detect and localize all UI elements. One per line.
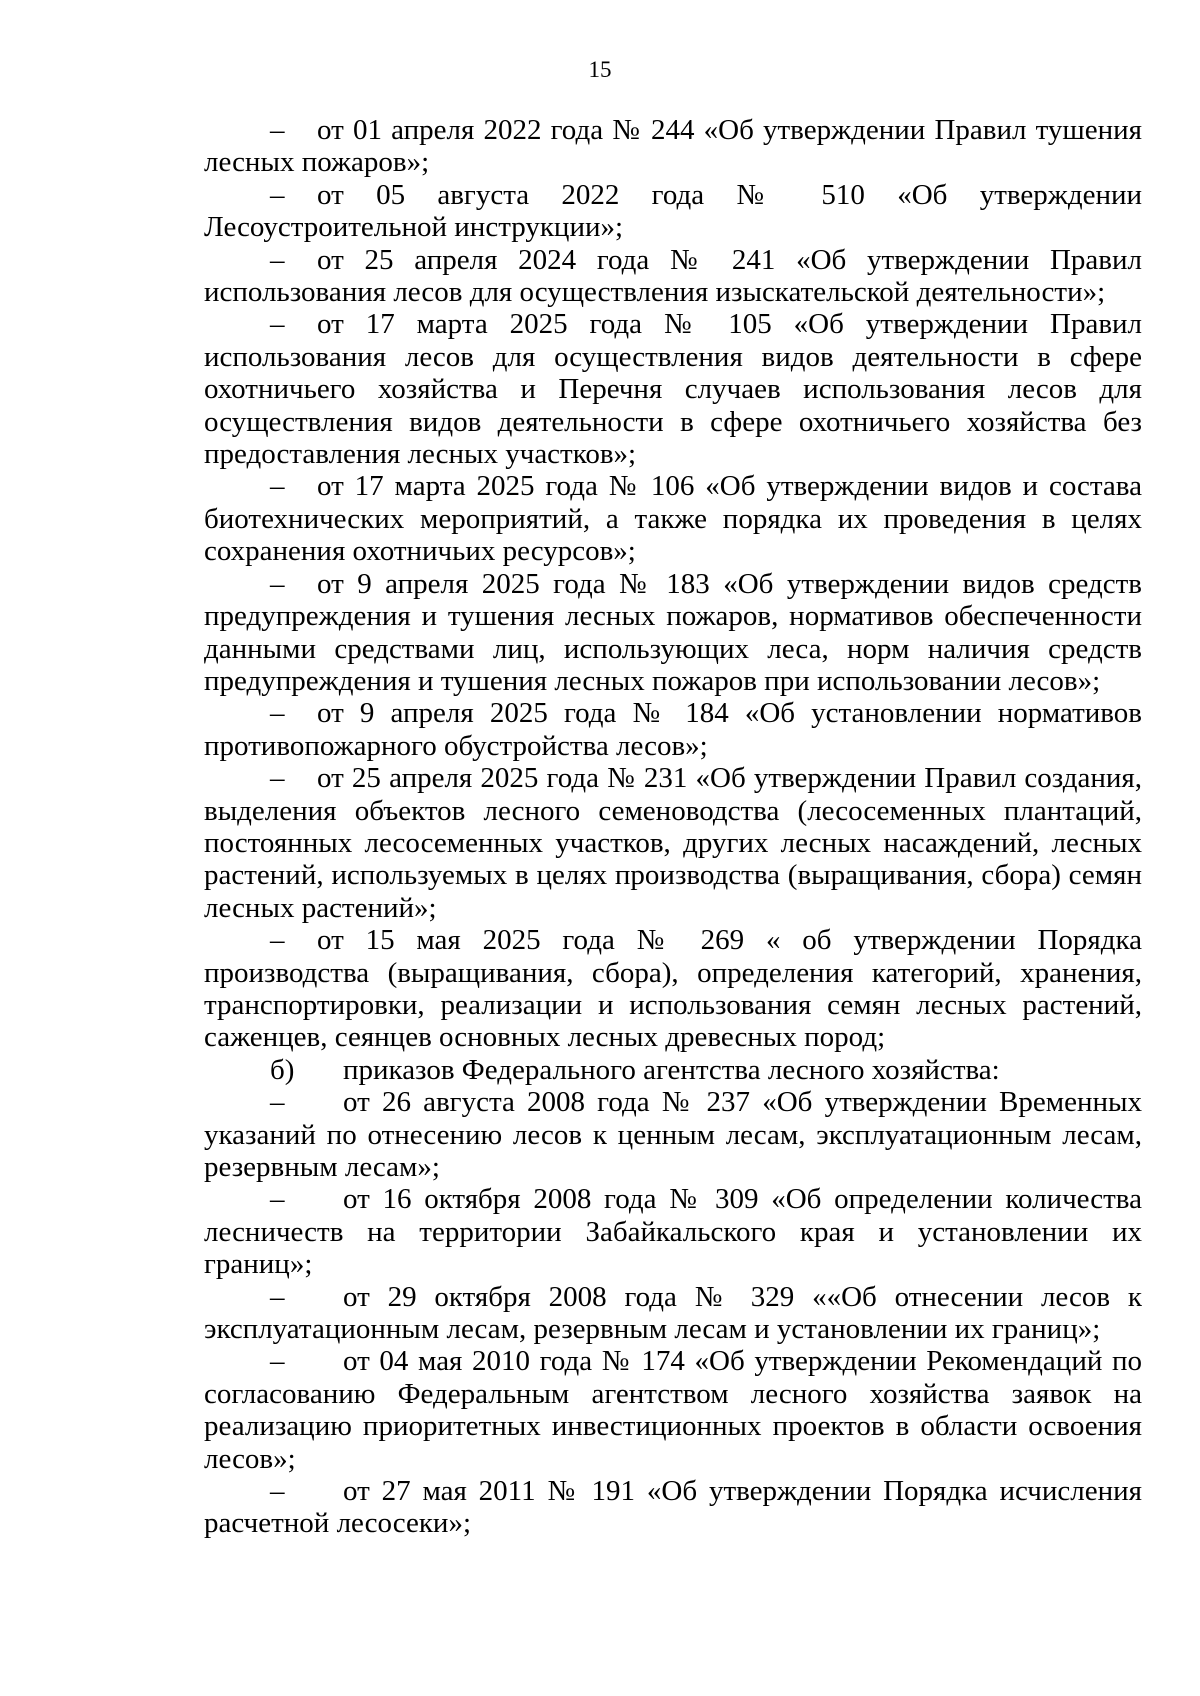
list-item xyxy=(204,1086,1142,1183)
list-dash: – xyxy=(270,697,285,730)
section-heading xyxy=(204,1054,1142,1086)
list-item xyxy=(204,697,1142,762)
list-item-text: от 9 апреля 2025 года № 183 «Об утверждении видов средств предупреждения и тушения лесных пожаров, нормативов обеспеченности данными средствами лиц, использующих леса, норм наличия средств предупреждения и тушения лесных пожаров при использовании лесов»; xyxy=(204,567,1142,697)
list-item xyxy=(204,1475,1142,1540)
list-item-text: от 04 мая 2010 года № 174 «Об утверждении Рекомендаций по согласованию Федеральным агентством лесного хозяйства заявок на реализацию приоритетных инвестиционных проектов в области освоения лесов»; xyxy=(204,1345,1142,1475)
list-item-text: от 17 марта 2025 года № 106 «Об утверждении видов и состава биотехнических мероприятий, а также порядка их проведения в целях сохранения охотничьих ресурсов»; xyxy=(204,470,1142,568)
list-dash: – xyxy=(270,924,285,957)
list-item-text: от 27 мая 2011 № 191 «Об утверждении Порядка исчисления расчетной лесосеки»; xyxy=(204,1475,1142,1540)
list-dash: – xyxy=(270,567,285,600)
list-item-text: от 29 октября 2008 года № 329 ««Об отнесении лесов к эксплуатационным лесам, резервным лесам и установлении их границ»; xyxy=(204,1280,1142,1346)
list-dash: – xyxy=(270,114,285,146)
section-title: приказов Федерального агентства лесного хозяйства: xyxy=(343,1053,1000,1086)
list-item-text: от 16 октября 2008 года № 309 «Об определении количества лесничеств на территории Забайкальского края и установлении их границ»; xyxy=(204,1183,1142,1281)
list-dash: – xyxy=(270,1086,285,1119)
list-item-text: от 25 апреля 2025 года № 231 «Об утверждении Правил создания, выделения объектов лесного семеноводства (лесосеменных плантаций, постоянных лесосеменных участков, других лесных насаждений, лесных растений, используемых в целях производства (выращивания, сбора) семян лесных растений»; xyxy=(204,762,1142,924)
list-dash: – xyxy=(270,470,285,503)
list-dash: – xyxy=(270,1280,285,1313)
list-item xyxy=(204,1345,1142,1475)
list-item xyxy=(204,470,1142,567)
list-item-text: от 9 апреля 2025 года № 184 «Об установлении нормативов противопожарного обустройства лесов»; xyxy=(204,697,1142,762)
list-dash: – xyxy=(270,1183,285,1216)
list-item-text: от 15 мая 2025 года № 269 « об утверждении Порядка производства (выращивания, сбора), определения категорий, хранения, транспортировки, реализации и использования семян лесных растений, саженцев, сеянцев основных лесных древесных пород; xyxy=(204,924,1142,1054)
section-marker: б) xyxy=(270,1053,295,1086)
list-item xyxy=(204,924,1142,1054)
list-item-text: от 26 августа 2008 года № 237 «Об утверждении Временных указаний по отнесению лесов к ценным лесам, эксплуатационным лесам, резервным лесам»; xyxy=(204,1086,1142,1183)
page-number: 15 xyxy=(588,57,612,82)
list-item-text: от 17 марта 2025 года № 105 «Об утверждении Правил использования лесов для осуществления видов деятельности в сфере охотничьего хозяйства и Перечня случаев использования лесов для осуществления видов деятельности в сфере охотничьего хозяйства без предоставления лесных участков»; xyxy=(204,308,1142,471)
list-item-text: от 01 апреля 2022 года № 244 «Об утверждении Правил тушения лесных пожаров»; xyxy=(204,114,1142,179)
list-item xyxy=(204,244,1142,309)
list-item xyxy=(204,308,1142,470)
list-item-text: от 05 августа 2022 года № 510 «Об утверждении Лесоустроительной инструкции»; xyxy=(204,178,1142,244)
list-dash: – xyxy=(270,1475,285,1508)
list-item-text: от 25 апреля 2024 года № 241 «Об утверждении Правил использования лесов для осуществления изыскательской деятельности»; xyxy=(204,243,1142,309)
list-item xyxy=(204,179,1142,244)
list-dash: – xyxy=(270,762,285,795)
list-dash: – xyxy=(270,178,285,211)
list-item xyxy=(204,1281,1142,1346)
list-item xyxy=(204,568,1142,698)
list-dash: – xyxy=(270,308,285,341)
list-dash: – xyxy=(270,243,285,276)
list-item xyxy=(204,762,1142,924)
list-item xyxy=(204,1183,1142,1280)
document-body xyxy=(204,114,1142,1540)
list-item xyxy=(204,114,1142,179)
list-dash: – xyxy=(270,1345,285,1378)
